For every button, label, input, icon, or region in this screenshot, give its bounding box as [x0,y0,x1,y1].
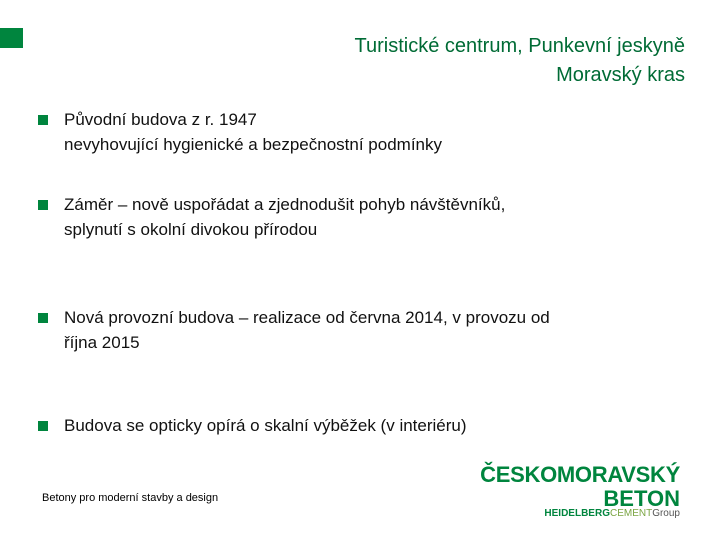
accent-bar [0,28,23,48]
bullet-square-icon [38,421,48,431]
bullet-text-line: Nová provozní budova – realizace od června 2014, v provozu od [64,308,550,327]
bullet-text-line: Záměr – nově uspořádat a zjednodušit pohyb návštěvníků, [64,195,506,214]
bullet-text-line: Původní budova z r. 1947 [64,110,257,129]
slide-title-line-1: Turistické centrum, Punkevní jeskyně [354,35,685,57]
logo-cement: CEMENT [609,508,653,519]
logo-group: Group [652,508,680,519]
slide-title-line-2: Moravský kras [556,64,685,86]
company-logo [480,462,680,522]
bullet-text-line: splynutí s okolní divokou přírodou [64,220,318,239]
bullet-text-line: nevyhovující hygienické a bezpečnostní podmínky [64,135,443,154]
bullet-item [38,305,698,355]
bullet-text-line: října 2015 [64,333,140,352]
bullet-text-line: Budova se opticky opírá o skalní výběžek (v interiéru) [64,416,467,435]
bullet-square-icon [38,200,48,210]
bullet-item [38,192,698,242]
logo-line-2: BETON [603,486,680,511]
logo-tagline [544,508,680,519]
footer-caption: Betony pro moderní stavby a design [42,492,219,504]
slide-title [125,32,685,90]
bullet-square-icon [38,313,48,323]
bullet-item [38,107,698,157]
bullet-square-icon [38,115,48,125]
logo-heidelberg: HEIDELBERG [544,508,610,519]
bullet-item [38,413,698,438]
logo-line-1: ČESKOMORAVSKÝ [480,462,680,487]
